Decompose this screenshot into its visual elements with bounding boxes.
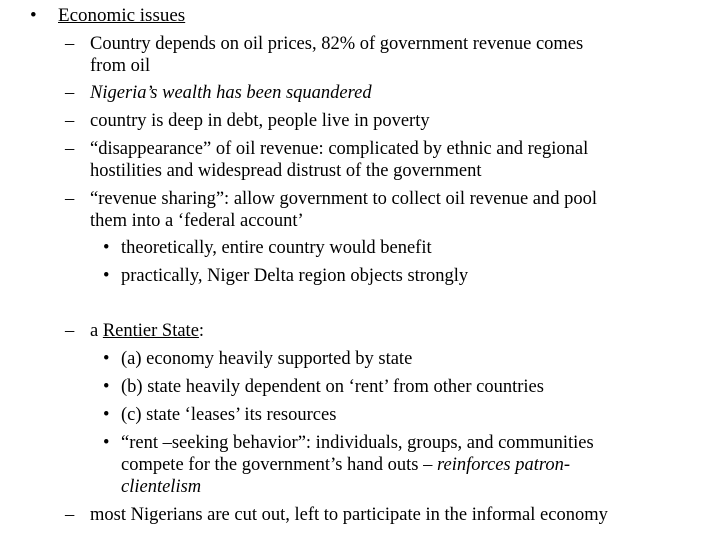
sub-bullet-marker: • xyxy=(103,238,110,258)
bullet-suffix: : xyxy=(198,321,205,341)
sub-bullet-line: practically, Niger Delta region objects strongly xyxy=(121,266,469,286)
sub-bullet-italic: reinforces patron- xyxy=(436,455,571,475)
dash-marker: – xyxy=(65,321,75,341)
dash-marker: – xyxy=(65,83,75,103)
bullet-line: country is deep in debt, people live in poverty xyxy=(90,111,430,131)
sub-bullet-marker: • xyxy=(103,433,110,453)
bullet-line: hostilities and widespread distrust of the government xyxy=(90,161,482,181)
bullet-prefix: a xyxy=(90,321,103,341)
dash-marker: – xyxy=(65,111,75,131)
bullet-line: most Nigerians are cut out, left to participate in the informal economy xyxy=(90,505,608,525)
sub-bullet-line: “rent –seeking behavior”: individuals, groups, and communities xyxy=(121,433,594,453)
sub-bullet-line: (c) state ‘leases’ its resources xyxy=(121,405,337,425)
sub-bullet-line: theoretically, entire country would benefit xyxy=(121,238,432,258)
dash-marker: – xyxy=(65,189,75,209)
sub-bullet-marker: • xyxy=(103,405,110,425)
sub-bullet-line: (a) economy heavily supported by state xyxy=(121,349,413,369)
bullet-line: “revenue sharing”: allow government to collect oil revenue and pool xyxy=(90,189,598,209)
bullet-line: “disappearance” of oil revenue: complicated by ethnic and regional xyxy=(90,139,589,159)
sub-bullet-marker: • xyxy=(103,349,110,369)
dash-marker: – xyxy=(65,34,75,54)
bullet-line: Nigeria’s wealth has been squandered xyxy=(90,83,372,103)
sub-bullet-text: compete for the government’s hand outs – xyxy=(121,455,437,475)
dash-marker: – xyxy=(65,139,75,159)
bullet-marker: • xyxy=(30,5,37,26)
slide-heading: Economic issues xyxy=(58,5,186,26)
bullet-line: Country depends on oil prices, 82% of government revenue comes xyxy=(90,34,584,54)
bullet-line: from oil xyxy=(90,56,151,76)
bullet-line: them into a ‘federal account’ xyxy=(90,211,304,231)
sub-bullet-line: (b) state heavily dependent on ‘rent’ from other countries xyxy=(121,377,544,397)
bullet-line xyxy=(90,321,204,342)
sub-bullet-line: clientelism xyxy=(121,477,202,497)
dash-marker: – xyxy=(65,505,75,525)
rentier-state-term: Rentier State xyxy=(102,321,199,341)
sub-bullet-marker: • xyxy=(103,266,110,286)
sub-bullet-marker: • xyxy=(103,377,110,397)
sub-bullet-line xyxy=(121,455,570,476)
